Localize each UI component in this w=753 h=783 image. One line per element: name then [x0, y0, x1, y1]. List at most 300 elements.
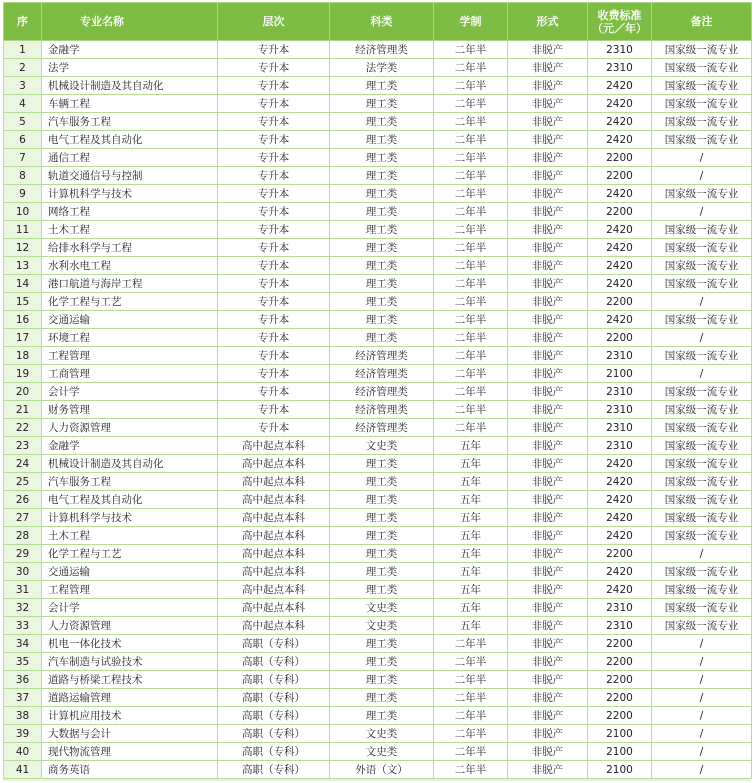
row-index-cell: 33 — [4, 617, 42, 635]
row-index-cell: 37 — [4, 689, 42, 707]
fee-cell: 2420 — [588, 509, 652, 527]
level-cell: 专升本 — [218, 311, 330, 329]
category-cell: 经济管理类 — [330, 401, 434, 419]
fee-cell: 2310 — [588, 419, 652, 437]
duration-cell: 二年半 — [434, 635, 508, 653]
duration-cell: 二年半 — [434, 257, 508, 275]
category-cell: 理工类 — [330, 257, 434, 275]
category-cell: 文史类 — [330, 743, 434, 761]
category-cell: 理工类 — [330, 491, 434, 509]
remark-cell: 国家级一流专业 — [652, 131, 752, 149]
row-index-cell: 10 — [4, 203, 42, 221]
category-cell: 理工类 — [330, 653, 434, 671]
row-index-cell: 9 — [4, 185, 42, 203]
duration-cell: 二年半 — [434, 203, 508, 221]
category-cell: 理工类 — [330, 689, 434, 707]
duration-cell: 二年半 — [434, 293, 508, 311]
remark-cell: 国家级一流专业 — [652, 383, 752, 401]
level-cell: 高职（专科） — [218, 671, 330, 689]
table-row — [4, 545, 752, 563]
remark-cell: / — [652, 671, 752, 689]
fee-cell: 2200 — [588, 635, 652, 653]
table-row — [4, 707, 752, 725]
row-index-cell: 23 — [4, 437, 42, 455]
category-cell: 理工类 — [330, 131, 434, 149]
level-cell: 高中起点本科 — [218, 545, 330, 563]
header-duration: 学制 — [434, 3, 508, 41]
major-name-cell: 工程管理 — [42, 347, 218, 365]
table-row — [4, 95, 752, 113]
major-name-cell: 汽车制造与试验技术 — [42, 653, 218, 671]
level-cell: 专升本 — [218, 329, 330, 347]
table-row — [4, 383, 752, 401]
major-name-cell: 机械设计制造及其自动化 — [42, 455, 218, 473]
study-mode-cell: 非脱产 — [508, 545, 588, 563]
row-index-cell: 41 — [4, 761, 42, 779]
major-name-cell: 土木工程 — [42, 221, 218, 239]
table-row — [4, 743, 752, 761]
table-row — [4, 437, 752, 455]
major-name-cell: 计算机科学与技术 — [42, 185, 218, 203]
level-cell: 专升本 — [218, 149, 330, 167]
fee-cell: 2310 — [588, 347, 652, 365]
row-index-cell: 17 — [4, 329, 42, 347]
remark-cell: 国家级一流专业 — [652, 455, 752, 473]
category-cell: 经济管理类 — [330, 41, 434, 59]
fee-cell: 2420 — [588, 185, 652, 203]
remark-cell: / — [652, 743, 752, 761]
fee-cell: 2200 — [588, 653, 652, 671]
major-name-cell: 道路运输管理 — [42, 689, 218, 707]
major-name-cell: 道路与桥梁工程技术 — [42, 671, 218, 689]
category-cell: 理工类 — [330, 635, 434, 653]
remark-cell: 国家级一流专业 — [652, 437, 752, 455]
fee-cell: 2200 — [588, 149, 652, 167]
table-row — [4, 203, 752, 221]
row-index-cell: 12 — [4, 239, 42, 257]
category-cell: 理工类 — [330, 707, 434, 725]
remark-cell: / — [652, 635, 752, 653]
level-cell: 专升本 — [218, 95, 330, 113]
table-row — [4, 599, 752, 617]
major-name-cell: 港口航道与海岸工程 — [42, 275, 218, 293]
remark-cell: / — [652, 707, 752, 725]
duration-cell: 二年半 — [434, 725, 508, 743]
table-row — [4, 635, 752, 653]
remark-cell: 国家级一流专业 — [652, 239, 752, 257]
fee-cell: 2420 — [588, 473, 652, 491]
remark-cell: / — [652, 149, 752, 167]
category-cell: 理工类 — [330, 329, 434, 347]
header-fee: 收费标准 （元／年） — [588, 3, 652, 41]
level-cell: 高中起点本科 — [218, 617, 330, 635]
header-category: 科类 — [330, 3, 434, 41]
row-index-cell: 26 — [4, 491, 42, 509]
remark-cell: 国家级一流专业 — [652, 347, 752, 365]
major-fee-table — [3, 2, 752, 779]
row-index-cell: 25 — [4, 473, 42, 491]
table-row — [4, 311, 752, 329]
table-row — [4, 41, 752, 59]
major-name-cell: 金融学 — [42, 437, 218, 455]
table-row — [4, 563, 752, 581]
fee-cell: 2420 — [588, 239, 652, 257]
duration-cell: 二年半 — [434, 131, 508, 149]
level-cell: 高中起点本科 — [218, 509, 330, 527]
remark-cell: 国家级一流专业 — [652, 563, 752, 581]
study-mode-cell: 非脱产 — [508, 149, 588, 167]
category-cell: 文史类 — [330, 725, 434, 743]
remark-cell: 国家级一流专业 — [652, 617, 752, 635]
major-name-cell: 化学工程与工艺 — [42, 545, 218, 563]
row-index-cell: 30 — [4, 563, 42, 581]
study-mode-cell: 非脱产 — [508, 383, 588, 401]
study-mode-cell: 非脱产 — [508, 707, 588, 725]
level-cell: 专升本 — [218, 59, 330, 77]
duration-cell: 二年半 — [434, 59, 508, 77]
fee-cell: 2100 — [588, 743, 652, 761]
row-index-cell: 27 — [4, 509, 42, 527]
level-cell: 高中起点本科 — [218, 455, 330, 473]
category-cell: 外语（文） — [330, 761, 434, 779]
category-cell: 理工类 — [330, 239, 434, 257]
level-cell: 高中起点本科 — [218, 491, 330, 509]
major-name-cell: 人力资源管理 — [42, 617, 218, 635]
study-mode-cell: 非脱产 — [508, 725, 588, 743]
row-index-cell: 1 — [4, 41, 42, 59]
remark-cell: 国家级一流专业 — [652, 257, 752, 275]
category-cell: 经济管理类 — [330, 347, 434, 365]
study-mode-cell: 非脱产 — [508, 95, 588, 113]
row-index-cell: 36 — [4, 671, 42, 689]
level-cell: 高中起点本科 — [218, 563, 330, 581]
category-cell: 理工类 — [330, 563, 434, 581]
study-mode-cell: 非脱产 — [508, 203, 588, 221]
level-cell: 专升本 — [218, 131, 330, 149]
major-name-cell: 交通运输 — [42, 563, 218, 581]
major-name-cell: 机械设计制造及其自动化 — [42, 77, 218, 95]
duration-cell: 二年半 — [434, 383, 508, 401]
major-name-cell: 轨道交通信号与控制 — [42, 167, 218, 185]
category-cell: 理工类 — [330, 473, 434, 491]
major-name-cell: 电气工程及其自动化 — [42, 491, 218, 509]
row-index-cell: 28 — [4, 527, 42, 545]
row-index-cell: 7 — [4, 149, 42, 167]
major-name-cell: 大数据与会计 — [42, 725, 218, 743]
level-cell: 高中起点本科 — [218, 437, 330, 455]
category-cell: 经济管理类 — [330, 383, 434, 401]
study-mode-cell: 非脱产 — [508, 437, 588, 455]
remark-cell: / — [652, 545, 752, 563]
remark-cell: 国家级一流专业 — [652, 419, 752, 437]
category-cell: 理工类 — [330, 581, 434, 599]
major-name-cell: 商务英语 — [42, 761, 218, 779]
category-cell: 理工类 — [330, 671, 434, 689]
level-cell: 专升本 — [218, 113, 330, 131]
study-mode-cell: 非脱产 — [508, 113, 588, 131]
major-name-cell: 给排水科学与工程 — [42, 239, 218, 257]
study-mode-cell: 非脱产 — [508, 401, 588, 419]
level-cell: 高职（专科） — [218, 725, 330, 743]
study-mode-cell: 非脱产 — [508, 563, 588, 581]
category-cell: 文史类 — [330, 617, 434, 635]
major-name-cell: 财务管理 — [42, 401, 218, 419]
duration-cell: 五年 — [434, 599, 508, 617]
level-cell: 高职（专科） — [218, 761, 330, 779]
table-row — [4, 185, 752, 203]
major-name-cell: 工程管理 — [42, 581, 218, 599]
level-cell: 高中起点本科 — [218, 527, 330, 545]
level-cell: 专升本 — [218, 419, 330, 437]
fee-cell: 2310 — [588, 41, 652, 59]
table-row — [4, 617, 752, 635]
fee-cell: 2200 — [588, 545, 652, 563]
header-major-name: 专业名称 — [42, 3, 218, 41]
study-mode-cell: 非脱产 — [508, 275, 588, 293]
header-level: 层次 — [218, 3, 330, 41]
study-mode-cell: 非脱产 — [508, 509, 588, 527]
duration-cell: 五年 — [434, 563, 508, 581]
table-row — [4, 581, 752, 599]
row-index-cell: 6 — [4, 131, 42, 149]
duration-cell: 二年半 — [434, 185, 508, 203]
major-name-cell: 水利水电工程 — [42, 257, 218, 275]
category-cell: 文史类 — [330, 437, 434, 455]
remark-cell: 国家级一流专业 — [652, 581, 752, 599]
remark-cell: 国家级一流专业 — [652, 275, 752, 293]
level-cell: 高职（专科） — [218, 653, 330, 671]
fee-cell: 2420 — [588, 221, 652, 239]
duration-cell: 二年半 — [434, 311, 508, 329]
duration-cell: 二年半 — [434, 761, 508, 779]
row-index-cell: 15 — [4, 293, 42, 311]
row-index-cell: 39 — [4, 725, 42, 743]
fee-cell: 2310 — [588, 383, 652, 401]
study-mode-cell: 非脱产 — [508, 689, 588, 707]
major-name-cell: 法学 — [42, 59, 218, 77]
duration-cell: 五年 — [434, 455, 508, 473]
duration-cell: 二年半 — [434, 167, 508, 185]
study-mode-cell: 非脱产 — [508, 599, 588, 617]
major-name-cell: 网络工程 — [42, 203, 218, 221]
table-row — [4, 239, 752, 257]
major-name-cell: 通信工程 — [42, 149, 218, 167]
remark-cell: 国家级一流专业 — [652, 599, 752, 617]
category-cell: 理工类 — [330, 455, 434, 473]
level-cell: 高职（专科） — [218, 689, 330, 707]
duration-cell: 二年半 — [434, 221, 508, 239]
study-mode-cell: 非脱产 — [508, 473, 588, 491]
level-cell: 专升本 — [218, 185, 330, 203]
table-row — [4, 365, 752, 383]
duration-cell: 二年半 — [434, 671, 508, 689]
duration-cell: 二年半 — [434, 149, 508, 167]
table-row — [4, 689, 752, 707]
major-name-cell: 人力资源管理 — [42, 419, 218, 437]
fee-cell: 2420 — [588, 581, 652, 599]
table-row — [4, 401, 752, 419]
study-mode-cell: 非脱产 — [508, 635, 588, 653]
level-cell: 专升本 — [218, 257, 330, 275]
remark-cell: / — [652, 293, 752, 311]
duration-cell: 二年半 — [434, 77, 508, 95]
major-name-cell: 交通运输 — [42, 311, 218, 329]
level-cell: 专升本 — [218, 77, 330, 95]
remark-cell: / — [652, 761, 752, 779]
category-cell: 理工类 — [330, 185, 434, 203]
level-cell: 高职（专科） — [218, 743, 330, 761]
level-cell: 高中起点本科 — [218, 581, 330, 599]
remark-cell: / — [652, 365, 752, 383]
study-mode-cell: 非脱产 — [508, 455, 588, 473]
study-mode-cell: 非脱产 — [508, 761, 588, 779]
remark-cell: / — [652, 329, 752, 347]
duration-cell: 五年 — [434, 617, 508, 635]
fee-cell: 2420 — [588, 527, 652, 545]
table-row — [4, 509, 752, 527]
remark-cell: 国家级一流专业 — [652, 311, 752, 329]
fee-cell: 2420 — [588, 77, 652, 95]
row-index-cell: 29 — [4, 545, 42, 563]
study-mode-cell: 非脱产 — [508, 419, 588, 437]
duration-cell: 五年 — [434, 545, 508, 563]
row-index-cell: 14 — [4, 275, 42, 293]
table-row — [4, 149, 752, 167]
category-cell: 理工类 — [330, 311, 434, 329]
study-mode-cell: 非脱产 — [508, 131, 588, 149]
fee-cell: 2100 — [588, 761, 652, 779]
study-mode-cell: 非脱产 — [508, 41, 588, 59]
major-name-cell: 现代物流管理 — [42, 743, 218, 761]
table-row — [4, 59, 752, 77]
row-index-cell: 21 — [4, 401, 42, 419]
table-body — [4, 41, 752, 779]
fee-cell: 2310 — [588, 59, 652, 77]
table-row — [4, 275, 752, 293]
fee-cell: 2420 — [588, 95, 652, 113]
row-index-cell: 8 — [4, 167, 42, 185]
study-mode-cell: 非脱产 — [508, 239, 588, 257]
major-name-cell: 环境工程 — [42, 329, 218, 347]
category-cell: 理工类 — [330, 545, 434, 563]
duration-cell: 二年半 — [434, 707, 508, 725]
table-row — [4, 419, 752, 437]
remark-cell: 国家级一流专业 — [652, 59, 752, 77]
duration-cell: 二年半 — [434, 653, 508, 671]
fee-cell: 2420 — [588, 563, 652, 581]
major-name-cell: 电气工程及其自动化 — [42, 131, 218, 149]
level-cell: 高职（专科） — [218, 707, 330, 725]
category-cell: 理工类 — [330, 203, 434, 221]
fee-cell: 2310 — [588, 617, 652, 635]
major-name-cell: 化学工程与工艺 — [42, 293, 218, 311]
row-index-cell: 4 — [4, 95, 42, 113]
row-index-cell: 24 — [4, 455, 42, 473]
table-row — [4, 761, 752, 779]
table-row — [4, 455, 752, 473]
table-row — [4, 131, 752, 149]
remark-cell: 国家级一流专业 — [652, 401, 752, 419]
table-row — [4, 167, 752, 185]
study-mode-cell: 非脱产 — [508, 59, 588, 77]
study-mode-cell: 非脱产 — [508, 221, 588, 239]
category-cell: 理工类 — [330, 95, 434, 113]
category-cell: 理工类 — [330, 527, 434, 545]
level-cell: 专升本 — [218, 365, 330, 383]
duration-cell: 二年半 — [434, 41, 508, 59]
major-name-cell: 工商管理 — [42, 365, 218, 383]
study-mode-cell: 非脱产 — [508, 311, 588, 329]
row-index-cell: 18 — [4, 347, 42, 365]
row-index-cell: 31 — [4, 581, 42, 599]
duration-cell: 二年半 — [434, 239, 508, 257]
duration-cell: 二年半 — [434, 689, 508, 707]
table-row — [4, 221, 752, 239]
level-cell: 高中起点本科 — [218, 473, 330, 491]
duration-cell: 二年半 — [434, 329, 508, 347]
duration-cell: 二年半 — [434, 95, 508, 113]
table-row — [4, 347, 752, 365]
major-name-cell: 会计学 — [42, 599, 218, 617]
fee-cell: 2200 — [588, 293, 652, 311]
major-name-cell: 汽车服务工程 — [42, 473, 218, 491]
level-cell: 专升本 — [218, 239, 330, 257]
study-mode-cell: 非脱产 — [508, 77, 588, 95]
level-cell: 专升本 — [218, 383, 330, 401]
fee-cell: 2420 — [588, 491, 652, 509]
remark-cell: 国家级一流专业 — [652, 491, 752, 509]
fee-cell: 2420 — [588, 311, 652, 329]
level-cell: 专升本 — [218, 401, 330, 419]
fee-cell: 2310 — [588, 437, 652, 455]
duration-cell: 二年半 — [434, 347, 508, 365]
row-index-cell: 5 — [4, 113, 42, 131]
remark-cell: 国家级一流专业 — [652, 473, 752, 491]
level-cell: 高职（专科） — [218, 635, 330, 653]
duration-cell: 五年 — [434, 527, 508, 545]
row-index-cell: 40 — [4, 743, 42, 761]
remark-cell: / — [652, 203, 752, 221]
level-cell: 高中起点本科 — [218, 599, 330, 617]
header-index: 序 — [4, 3, 42, 41]
row-index-cell: 35 — [4, 653, 42, 671]
row-index-cell: 34 — [4, 635, 42, 653]
remark-cell: 国家级一流专业 — [652, 41, 752, 59]
level-cell: 专升本 — [218, 347, 330, 365]
header-remark: 备注 — [652, 3, 752, 41]
category-cell: 法学类 — [330, 59, 434, 77]
table-row — [4, 257, 752, 275]
duration-cell: 五年 — [434, 581, 508, 599]
major-fee-table-panel — [3, 2, 751, 781]
remark-cell: / — [652, 689, 752, 707]
fee-cell: 2420 — [588, 455, 652, 473]
row-index-cell: 16 — [4, 311, 42, 329]
study-mode-cell: 非脱产 — [508, 671, 588, 689]
table-row — [4, 491, 752, 509]
fee-cell: 2200 — [588, 167, 652, 185]
duration-cell: 五年 — [434, 509, 508, 527]
category-cell: 理工类 — [330, 149, 434, 167]
fee-cell: 2310 — [588, 401, 652, 419]
study-mode-cell: 非脱产 — [508, 617, 588, 635]
category-cell: 文史类 — [330, 599, 434, 617]
study-mode-cell: 非脱产 — [508, 527, 588, 545]
study-mode-cell: 非脱产 — [508, 347, 588, 365]
remark-cell: / — [652, 167, 752, 185]
study-mode-cell: 非脱产 — [508, 491, 588, 509]
header-mode: 形式 — [508, 3, 588, 41]
